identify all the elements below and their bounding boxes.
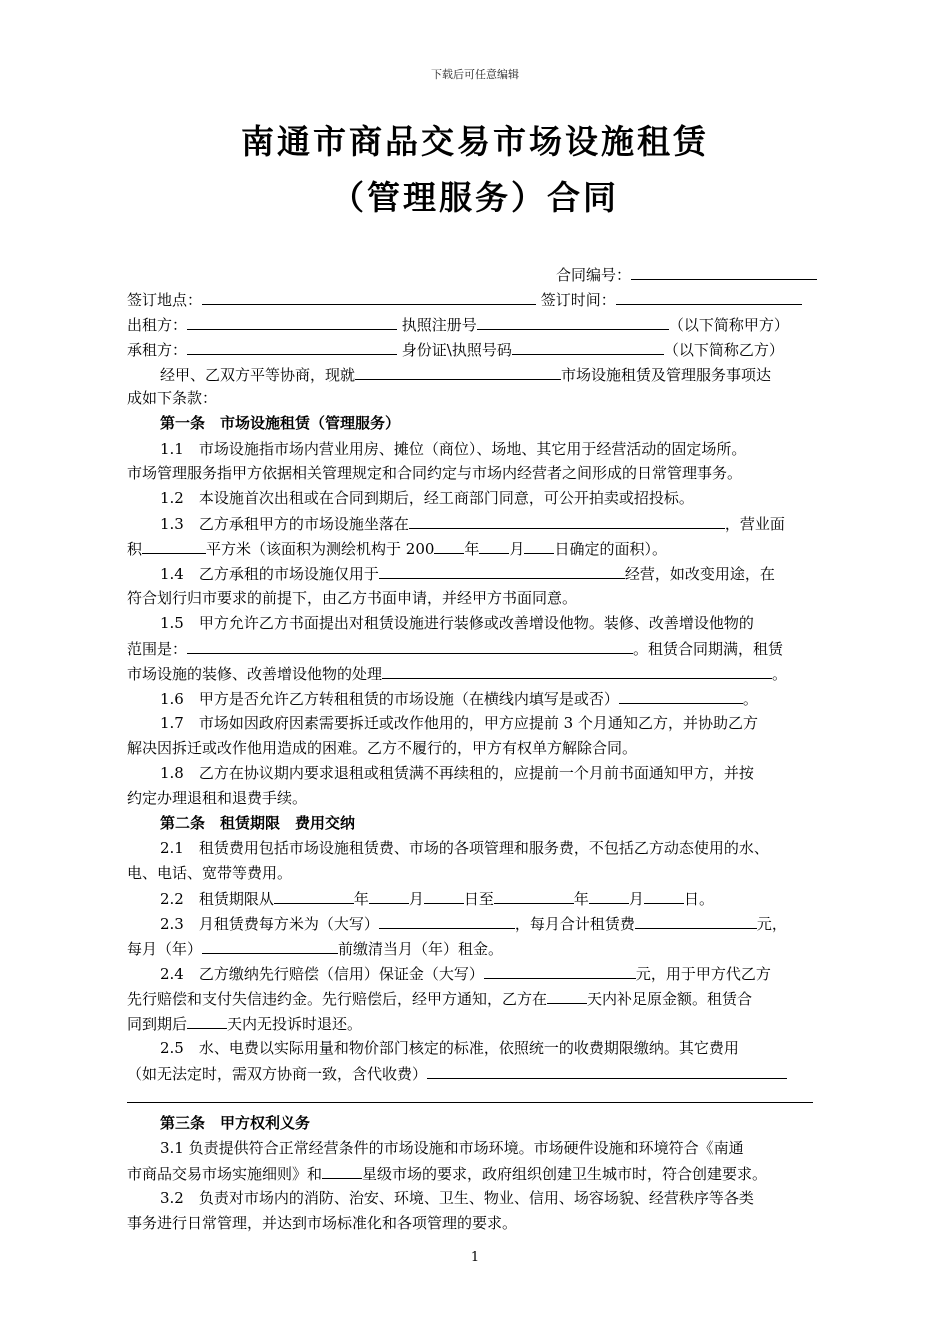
clause-1-5-cont2 <box>127 664 787 683</box>
clause-3-1: 3.1 负责提供符合正常经营条件的市场设施和市场环境。市场硬件设施和环境符合《南通 <box>160 1139 744 1157</box>
clause-1-8-cont: 约定办理退租和退费手续。 <box>127 789 308 807</box>
location-blank[interactable] <box>409 514 725 529</box>
clause-2-3-text-e: 前缴清当月（年）租金。 <box>338 940 504 958</box>
clause-1-1-cont: 市场管理服务指甲方依据相关管理规定和合同约定与市场内经营者之间形成的日常管理事务。 <box>127 464 743 482</box>
refill-days-blank[interactable] <box>547 989 587 1004</box>
month-blank[interactable] <box>479 539 509 554</box>
clause-1-3-text-b: ，营业面 <box>724 515 785 533</box>
clause-1-5-text-d: 市场设施的装修、改善增设他物的处理 <box>127 665 383 683</box>
start-month-blank[interactable] <box>369 889 409 904</box>
id-blank[interactable] <box>512 340 664 355</box>
clause-2-4-text-d: 天内补足原金额。租赁合 <box>587 990 753 1008</box>
clause-1-7: 1.7 市场如因政府因素需要拆迁或改作他用的，甲方应提前 3 个月通知乙方，并协助乙方 <box>160 714 758 732</box>
lessee-label: 承租方： <box>127 341 188 359</box>
clause-1-3-text-g: 日确定的面积）。 <box>554 540 667 558</box>
contract-no-label: 合同编号： <box>556 266 632 284</box>
license-blank[interactable] <box>477 315 669 330</box>
article2-heading: 第二条 租赁期限 费用交纳 <box>160 814 356 832</box>
sign-place-label: 签订地点： <box>127 291 203 309</box>
clause-3-1-text-b: 市商品交易市场实施细则》和 <box>127 1165 323 1183</box>
start-year-label: 年 <box>353 890 369 908</box>
end-day-blank[interactable] <box>644 889 684 904</box>
clause-2-4 <box>160 964 771 983</box>
clause-2-5: 2.5 水、电费以实际用量和物价部门核定的标准，依照统一的收费期限缴纳。其它费用 <box>160 1039 739 1057</box>
intro-line1 <box>160 365 771 384</box>
lessor-alias: （以下简称甲方） <box>668 316 789 334</box>
clause-1-3-cont <box>127 539 667 558</box>
end-month-blank[interactable] <box>589 889 629 904</box>
lessee-row <box>127 340 784 359</box>
sign-row <box>127 290 802 309</box>
clause-2-4-text-b: 元，用于甲方代乙方 <box>635 965 771 983</box>
intro-line2: 成如下条款： <box>127 389 218 407</box>
clause-1-6-text-b: 。 <box>742 690 758 708</box>
contract-no-blank[interactable] <box>631 265 817 280</box>
clause-1-3-text-f: 月 <box>509 540 525 558</box>
area-blank[interactable] <box>142 539 206 554</box>
clause-2-3-text-c: 元， <box>756 915 787 933</box>
clause-2-5-cont <box>127 1064 787 1083</box>
clause-2-3-text-a: 2.3 月租赁费每方米为（大写） <box>160 915 379 933</box>
deposit-blank[interactable] <box>484 964 636 979</box>
clause-1-4-text-b: 经营，如改变用途，在 <box>624 565 775 583</box>
decoration-scope-blank[interactable] <box>187 639 633 654</box>
day-blank[interactable] <box>524 539 554 554</box>
end-year-blank[interactable] <box>494 889 574 904</box>
use-blank[interactable] <box>379 564 625 579</box>
clause-1-6 <box>160 689 758 708</box>
end-month-label: 月 <box>628 890 644 908</box>
clause-2-3-cont <box>127 939 503 958</box>
clause-3-1-text-c: 星级市场的要求，政府组织创建卫生城市时，符合创建要求。 <box>362 1165 768 1183</box>
license-label: 执照注册号 <box>401 316 477 334</box>
clause-2-4-text-e: 同到期后 <box>127 1015 188 1033</box>
sublease-blank[interactable] <box>619 689 743 704</box>
clause-2-3 <box>160 914 787 933</box>
clause-1-5-text-b: 范围是： <box>127 640 188 658</box>
clause-2-5-text-b: （如无法定时，需双方协商一致，含代收费） <box>127 1065 428 1083</box>
refund-days-blank[interactable] <box>187 1014 227 1029</box>
clause-2-3-text-b: ，每月合计租赁费 <box>514 915 635 933</box>
start-month-label: 月 <box>408 890 424 908</box>
clause-3-1-cont <box>127 1164 767 1183</box>
clause-1-3-text-d: 平方米（该面积为测绘机构于 200 <box>206 540 435 558</box>
clause-1-7-cont: 解决因拆迁或改作他用造成的困难。乙方不履行的，甲方有权单方解除合同。 <box>127 739 638 757</box>
start-year-blank[interactable] <box>274 889 354 904</box>
intro-blank[interactable] <box>355 365 561 380</box>
lessor-label: 出租方： <box>127 316 188 334</box>
clause-2-4-cont2 <box>127 1014 362 1033</box>
lessor-row <box>127 315 789 334</box>
clause-1-4-cont: 符合划行归市要求的前提下，由乙方书面申请，并经甲方书面同意。 <box>127 589 578 607</box>
clause-2-4-text-a: 2.4 乙方缴纳先行赔偿（信用）保证金（大写） <box>160 965 484 983</box>
star-level-blank[interactable] <box>322 1164 362 1179</box>
page-number: 1 <box>470 1250 480 1265</box>
other-fees-blank[interactable] <box>427 1064 787 1079</box>
clause-1-5-cont1 <box>127 639 783 658</box>
clause-2-2 <box>160 889 714 908</box>
clause-2-1-cont: 电、电话、宽带等费用。 <box>127 864 293 882</box>
clause-1-3 <box>160 514 785 533</box>
clause-1-1: 1.1 市场设施指市场内营业用房、摊位（商位）、场地、其它用于经营活动的固定场所。 <box>160 440 747 458</box>
clause-1-6-text-a: 1.6 甲方是否允许乙方转租租赁的市场设施（在横线内填写是或否） <box>160 690 619 708</box>
clause-3-2-cont: 事务进行日常管理，并达到市场标准化和各项管理的要求。 <box>127 1214 518 1232</box>
article1-heading: 第一条 市场设施租赁（管理服务） <box>160 414 401 432</box>
intro-text-b: 市场设施租赁及管理服务事项达 <box>561 366 772 384</box>
clause-1-3-text-c: 积 <box>127 540 143 558</box>
id-label: 身份证\执照号码 <box>401 341 512 359</box>
clause-1-2: 1.2 本设施首次出租或在合同到期后，经工商部门同意，可公开拍卖或招投标。 <box>160 489 694 507</box>
payment-date-blank[interactable] <box>202 939 338 954</box>
clause-3-2: 3.2 负责对市场内的消防、治安、环境、卫生、物业、信用、场容场貌、经营秩序等各类 <box>160 1189 754 1207</box>
clause-1-3-text-e: 年 <box>464 540 480 558</box>
sign-time-label: 签订时间： <box>540 291 616 309</box>
intro-text-a: 经甲、乙双方平等协商，现就 <box>160 366 356 384</box>
contract-no-row <box>556 265 817 284</box>
sign-time-blank[interactable] <box>616 290 802 305</box>
clause-1-5: 1.5 甲方允许乙方书面提出对租赁设施进行装修或改善增设他物。装修、改善增设他物的 <box>160 614 754 632</box>
rent-per-sqm-blank[interactable] <box>379 914 515 929</box>
clause-2-4-text-f: 天内无投诉时退还。 <box>227 1015 363 1033</box>
monthly-rent-blank[interactable] <box>635 914 757 929</box>
contract-title-line1: 南通市商品交易市场设施租赁 <box>241 122 709 161</box>
lessor-blank[interactable] <box>187 315 397 330</box>
clause-1-3-text-a: 1.3 乙方承租甲方的市场设施坐落在 <box>160 515 409 533</box>
header-note: 下载后可任意编辑 <box>431 68 519 81</box>
divider-line <box>127 1102 813 1103</box>
end-day-label: 日。 <box>683 890 714 908</box>
clause-1-5-text-e: 。 <box>772 665 788 683</box>
clause-1-4-text-a: 1.4 乙方承租的市场设施仅用于 <box>160 565 379 583</box>
contract-title-line2: （管理服务）合同 <box>331 178 619 217</box>
lessee-blank[interactable] <box>187 340 397 355</box>
start-day-label: 日至 <box>463 890 494 908</box>
lessee-alias: （以下简称乙方） <box>663 341 784 359</box>
clause-1-4 <box>160 564 775 583</box>
clause-1-8: 1.8 乙方在协议期内要求退租或租赁满不再续租的，应提前一个月前书面通知甲方，并按 <box>160 764 754 782</box>
clause-2-4-text-c: 先行赔偿和支付失信违约金。先行赔偿后，经甲方通知，乙方在 <box>127 990 548 1008</box>
decoration-handling-blank[interactable] <box>382 664 772 679</box>
start-day-blank[interactable] <box>424 889 464 904</box>
clause-2-1: 2.1 租赁费用包括市场设施租赁费、市场的各项管理和服务费，不包括乙方动态使用的水、 <box>160 839 769 857</box>
clause-2-3-text-d: 每月（年） <box>127 940 203 958</box>
sign-place-blank[interactable] <box>202 290 536 305</box>
year-blank[interactable] <box>434 539 464 554</box>
clause-1-5-text-c: 。租赁合同期满，租赁 <box>633 640 784 658</box>
clause-2-4-cont1 <box>127 989 752 1008</box>
clause-2-2-text: 2.2 租赁期限从 <box>160 890 274 908</box>
end-year-label: 年 <box>573 890 589 908</box>
article3-heading: 第三条 甲方权利义务 <box>160 1114 311 1132</box>
